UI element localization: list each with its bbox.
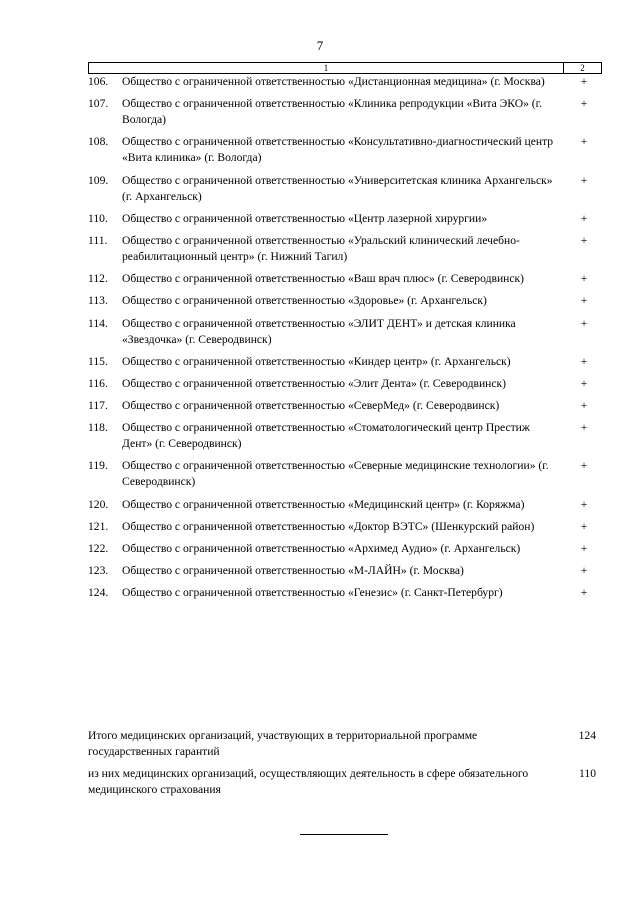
organization-name: Общество с ограниченной ответственностью «Стоматологический центр Престиж Дент» (г. Северодвинск) bbox=[122, 421, 530, 451]
row-number: 117. bbox=[88, 399, 108, 413]
summary-oms-row bbox=[88, 766, 602, 798]
row-number: 109. bbox=[88, 173, 109, 187]
participation-mark: + bbox=[580, 376, 588, 390]
table-row bbox=[88, 541, 602, 557]
page-number: 7 bbox=[316, 38, 324, 53]
column-header-1: 1 bbox=[89, 63, 564, 74]
participation-mark: + bbox=[580, 316, 588, 330]
participation-mark: + bbox=[580, 97, 588, 111]
footer-divider bbox=[300, 834, 388, 835]
organization-name: Общество с ограниченной ответственностью «Клиника репродукции «Вита ЭКО» (г. Вологда) bbox=[122, 97, 542, 127]
organization-name: Общество с ограниченной ответственностью «Дистанционная медицина» (г. Москва) bbox=[122, 75, 545, 88]
organization-name: Общество с ограниченной ответственностью «Уральский клинический лечебно-реабилитационный центр» (г. Нижний Тагил) bbox=[122, 233, 520, 263]
row-number: 116. bbox=[88, 376, 108, 390]
table-row bbox=[88, 398, 602, 414]
participation-mark: + bbox=[580, 564, 588, 578]
participation-mark: + bbox=[580, 421, 588, 435]
summary-total-value: 124 bbox=[578, 729, 596, 742]
participation-mark: + bbox=[580, 354, 588, 368]
table-row bbox=[88, 271, 602, 287]
table-row bbox=[88, 211, 602, 227]
row-number: 120. bbox=[88, 497, 109, 511]
participation-mark: + bbox=[580, 233, 588, 247]
table-row bbox=[88, 519, 602, 535]
participation-mark: + bbox=[580, 459, 588, 473]
summary-total-label: Итого медицинских организаций, участвующих в территориальной программе государственных гарантий bbox=[88, 729, 478, 758]
table-row bbox=[88, 458, 602, 490]
participation-mark: + bbox=[580, 519, 588, 533]
row-number: 107. bbox=[88, 97, 109, 111]
participation-mark: + bbox=[580, 542, 588, 555]
summary-total-row bbox=[88, 728, 602, 760]
table-row bbox=[88, 354, 602, 370]
column-header-2: 2 bbox=[564, 63, 602, 74]
table-row bbox=[88, 233, 602, 265]
organization-name: Общество с ограниченной ответственностью «Медицинский центр» (г. Коряжма) bbox=[122, 497, 525, 511]
row-number: 115. bbox=[88, 354, 108, 368]
row-number: 114. bbox=[88, 316, 108, 330]
organization-name: Общество с ограниченной ответственностью «Здоровье» (г. Архангельск) bbox=[122, 294, 487, 308]
participation-mark: + bbox=[580, 75, 588, 88]
participation-mark: + bbox=[580, 497, 588, 511]
row-number: 119. bbox=[88, 459, 108, 473]
row-number: 118. bbox=[88, 421, 108, 435]
row-number: 110. bbox=[88, 211, 108, 225]
table-row bbox=[88, 376, 602, 392]
table-row bbox=[88, 74, 602, 90]
participation-mark: + bbox=[580, 399, 588, 413]
organization-name: Общество с ограниченной ответственностью «Консультативно-диагностический центр «Вита клиника» (г. Вологда) bbox=[122, 135, 554, 165]
row-number: 122. bbox=[88, 542, 109, 555]
column-header-table bbox=[88, 62, 602, 74]
row-number: 113. bbox=[88, 294, 108, 308]
summary-oms-label: из них медицинских организаций, осуществляющих деятельность в сфере обязательного медицинского страхования bbox=[88, 767, 529, 796]
row-number: 108. bbox=[88, 135, 109, 149]
participation-mark: + bbox=[580, 586, 588, 600]
summary-oms-value: 110 bbox=[579, 767, 596, 780]
table-row bbox=[88, 316, 602, 348]
row-number: 121. bbox=[88, 519, 109, 533]
table-row bbox=[88, 293, 602, 309]
row-number: 112. bbox=[88, 272, 108, 286]
participation-mark: + bbox=[580, 135, 588, 149]
organization-name: Общество с ограниченной ответственностью «Архимед Аудио» (г. Архангельск) bbox=[122, 542, 521, 555]
participation-mark: + bbox=[580, 294, 588, 308]
organization-name: Общество с ограниченной ответственностью «Киндер центр» (г. Архангельск) bbox=[122, 354, 511, 368]
organization-name: Общество с ограниченной ответственностью «Университетская клиника Архангельск» (г. Архангельск) bbox=[122, 173, 553, 203]
organization-name: Общество с ограниченной ответственностью «Центр лазерной хирургии» bbox=[122, 211, 488, 225]
organization-name: Общество с ограниченной ответственностью «М-ЛАЙН» (г. Москва) bbox=[122, 564, 464, 578]
table-row bbox=[88, 585, 602, 601]
row-number: 111. bbox=[88, 233, 108, 247]
organization-name: Общество с ограниченной ответственностью «Ваш врач плюс» (г. Северодвинск) bbox=[122, 272, 524, 286]
organization-name: Общество с ограниченной ответственностью «Северные медицинские технологии» (г. Северодвинск) bbox=[122, 459, 549, 489]
organization-name: Общество с ограниченной ответственностью «ЭЛИТ ДЕНТ» и детская клиника «Звездочка» (г. Северодвинск) bbox=[122, 316, 516, 346]
table-row bbox=[88, 173, 602, 205]
table-row bbox=[88, 420, 602, 452]
organization-name: Общество с ограниченной ответственностью «Доктор ВЭТС» (Шенкурский район) bbox=[122, 519, 535, 533]
participation-mark: + bbox=[580, 272, 588, 286]
table-row bbox=[88, 134, 602, 166]
participation-mark: + bbox=[580, 211, 588, 225]
table-row bbox=[88, 563, 602, 579]
row-number: 124. bbox=[88, 586, 109, 600]
table-row bbox=[88, 96, 602, 128]
organization-name: Общество с ограниченной ответственностью «Элит Дента» (г. Северодвинск) bbox=[122, 376, 507, 390]
organization-name: Общество с ограниченной ответственностью «СеверМед» (г. Северодвинск) bbox=[122, 399, 500, 413]
participation-mark: + bbox=[580, 173, 588, 187]
table-row bbox=[88, 497, 602, 513]
row-number: 123. bbox=[88, 564, 109, 578]
organization-name: Общество с ограниченной ответственностью «Генезис» (г. Санкт-Петербург) bbox=[122, 586, 503, 600]
row-number: 106. bbox=[88, 75, 109, 88]
organization-list bbox=[88, 74, 602, 608]
